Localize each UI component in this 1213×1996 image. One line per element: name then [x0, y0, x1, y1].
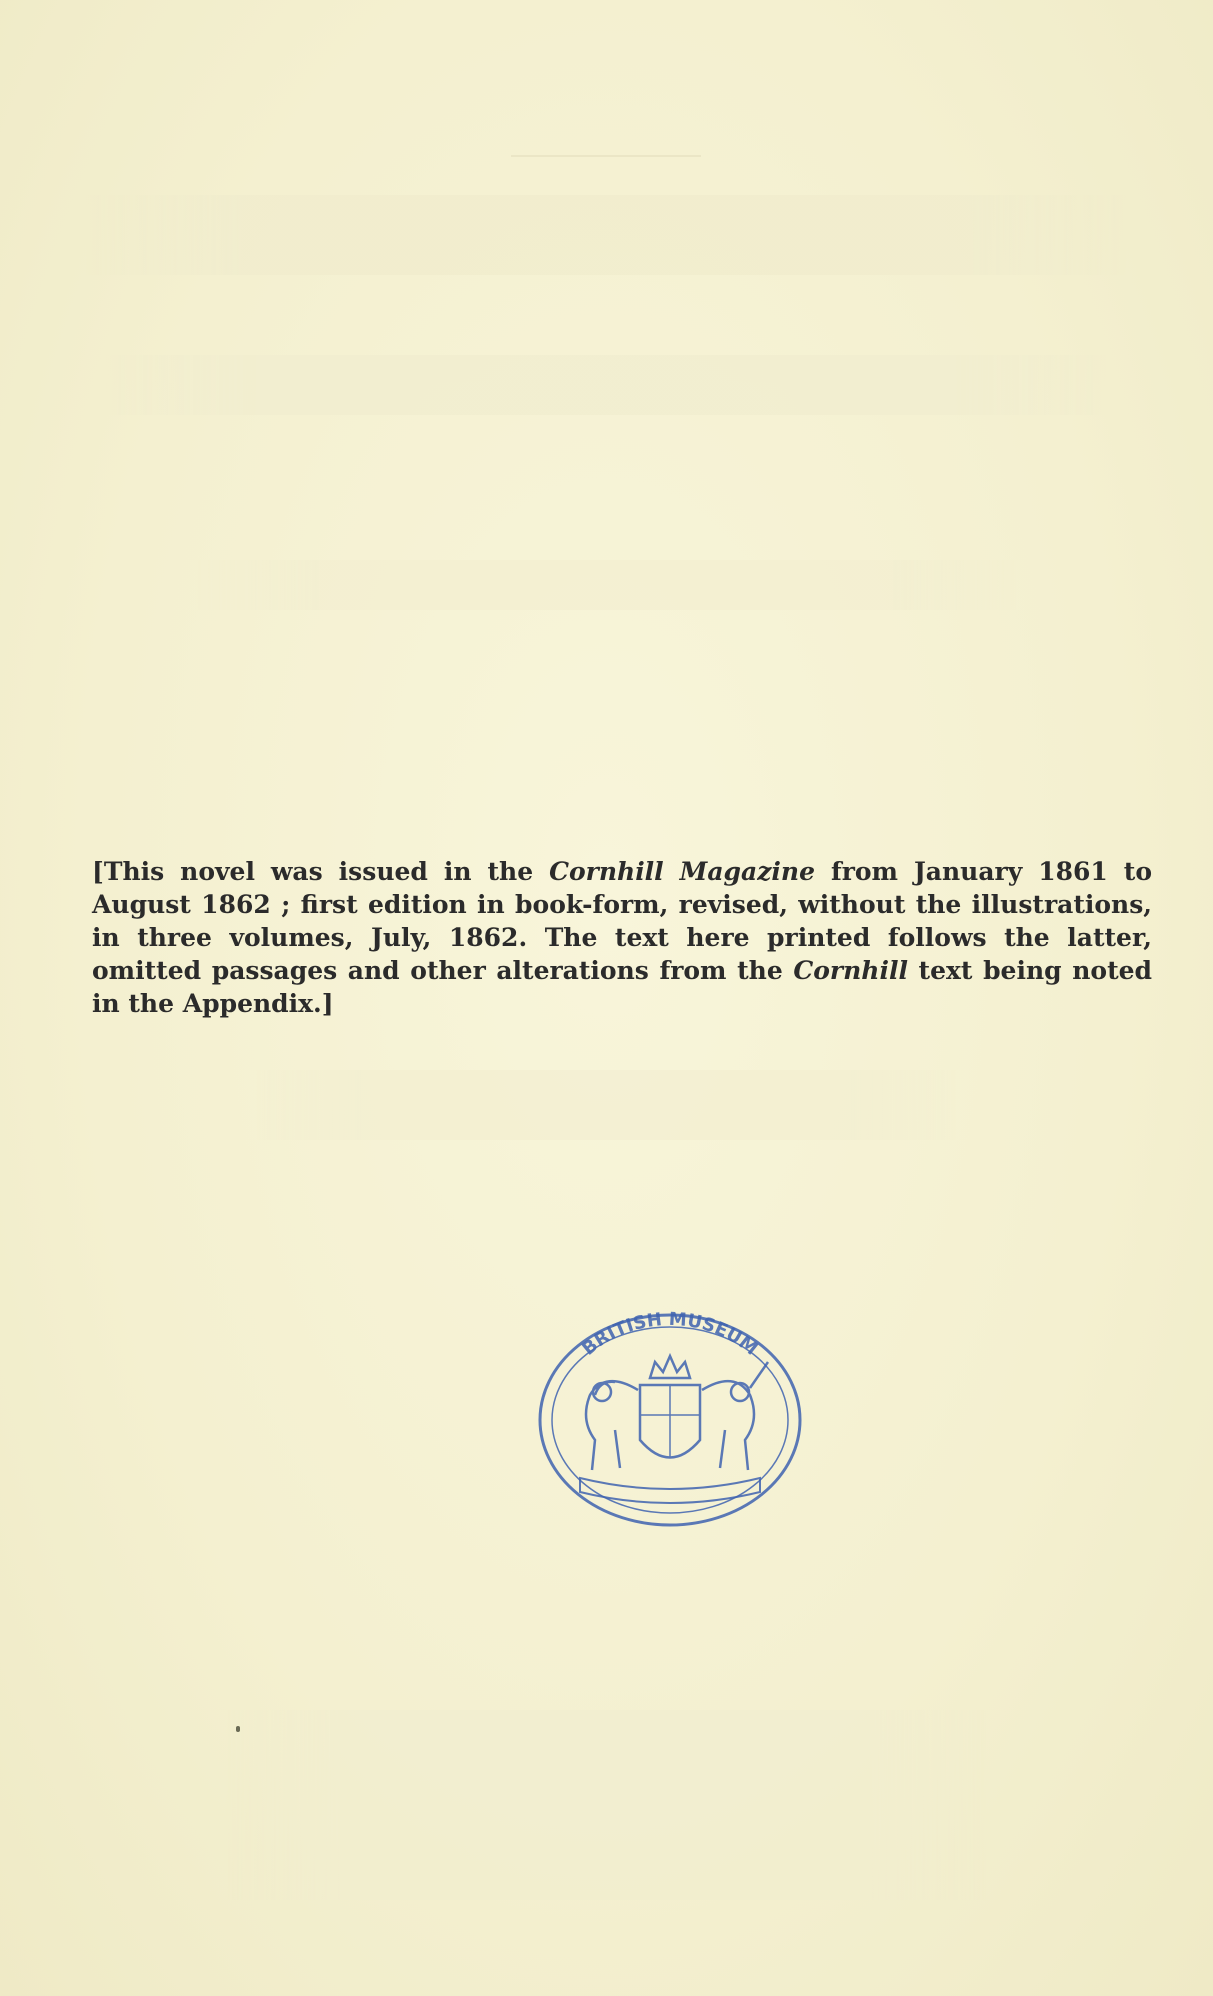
stamp-top-text: BRITISH MUSEUM — [578, 1308, 762, 1360]
library-stamp — [520, 1300, 820, 1535]
bibliographic-note — [92, 855, 1152, 1020]
note-magazine-short-title: Cornhill — [793, 956, 908, 985]
show-through-line — [0, 95, 1213, 165]
note-text-part2: from January 1861 to August 1862 ; first edition in book-form, revised, without the illustrations, in three volumes, July, 1862. The text here printed follows the latter, omitted passages and other alterations from the — [92, 857, 1152, 985]
note-text-part1: This novel was issued in the — [103, 857, 550, 886]
ink-speck — [236, 1726, 240, 1732]
note-close-bracket: ] — [321, 989, 334, 1018]
show-through-line — [0, 355, 1213, 425]
show-through-line — [0, 1710, 1213, 1910]
note-text-part3: text being noted in the Appendix. — [92, 956, 1153, 1018]
show-through-line — [0, 195, 1213, 285]
show-through-line — [0, 560, 1213, 620]
show-through-line — [0, 1070, 1213, 1150]
royal-coat-of-arms-icon — [580, 1356, 768, 1503]
note-magazine-title: Cornhill Magazine — [549, 857, 815, 886]
note-open-bracket: [ — [92, 857, 104, 886]
